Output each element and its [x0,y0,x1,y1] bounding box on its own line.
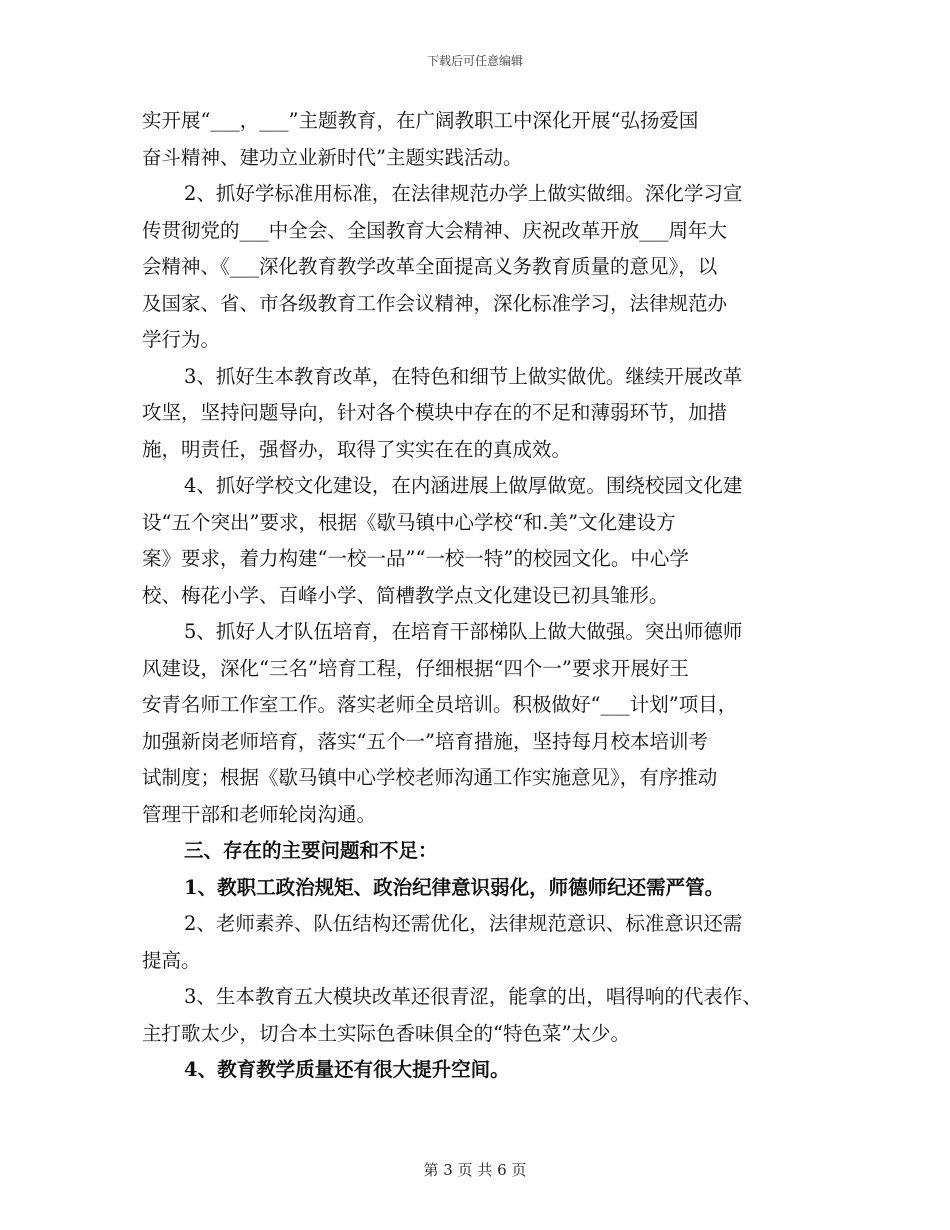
text-line: 校、梅花小学、百峰小学、简槽教学点文化建设已初具雏形。 [142,583,669,607]
text-line: 及国家、省、市各级教育工作会议精神，深化标准学习，法律规范办 [142,291,728,315]
text-line: 施，明责任，强督办，取得了实实在在的真成效。 [142,437,572,461]
text-line: 主打歌太少，切合本土实际色香味俱全的“特色菜”太少。 [142,1021,630,1045]
text-line: 设“五个突出”要求，根据《歇马镇中心学校“和.美”文化建设方 [142,510,676,534]
text-line: 4、教育教学质量还有很大提升空间。 [184,1058,510,1081]
page-footer: 第 3 页 共 6 页 [423,1161,527,1179]
text-line: 奋斗精神、建功立业新时代”主题实践活动。 [142,145,523,169]
text-line: 实开展“___，___”主题教育，在广阔教职工中深化开展“弘扬爱国 [142,109,699,132]
text-line: 学行为。 [142,328,221,351]
text-line: 加强新岗老师培育，落实“五个一”培育措施，坚持每月校本培训考 [142,729,708,753]
text-line: 管理干部和老师轮岗沟通。 [142,802,377,826]
text-line: 3、生本教育五大模块改革还很青涩，能拿的出，唱得响的代表作、 [184,985,762,1008]
page-header: 下载后可任意编辑 [426,54,523,68]
text-line: 攻坚，坚持问题导向，针对各个模块中存在的不足和薄弱环节，加措 [142,401,728,424]
text-line: 风建设，深化“三名”培育工程，仔细根据“四个一”要求开展好王 [142,656,689,680]
text-line: 5、抓好人才队伍培育，在培育干部梯队上做大做强。突出师德师 [184,620,743,643]
text-line: 试制度；根据《歇马镇中心学校老师沟通工作实施意见》，有序推动 [142,766,718,789]
text-line: 传贯彻党的___中全会、全国教育大会精神、庆祝改革开放___周年大 [142,218,728,242]
text-line: 案》要求，着力构建“一校一品”“一校一特”的校园文化。中心学 [142,547,689,570]
text-line: 安青名师工作室工作。落实老师全员培训。积极做好“___计划”项目， [142,693,738,716]
text-line: 1、教职工政治规矩、政治纪律意识弱化，师德师纪还需严管。 [184,875,725,899]
document-body [142,103,812,1089]
text-line: 提高。 [142,948,201,972]
text-line: 2、抓好学标准用标准，在法律规范办学上做实做细。深化学习宣 [184,182,743,205]
text-line: 3、抓好生本教育改革，在特色和细节上做实做优。继续开展改革 [184,364,743,388]
text-line: 2、老师素养、队伍结构还需优化，法律规范意识、标准意识还需 [184,912,743,935]
text-line: 会精神、《___深化教育教学改革全面提高义务教育质量的意见》，以 [142,255,718,278]
section-heading: 三、存在的主要问题和不足： [184,839,438,862]
text-line: 4、抓好学校文化建设，在内涵进展上做厚做宽。围绕校园文化建 [184,474,743,497]
